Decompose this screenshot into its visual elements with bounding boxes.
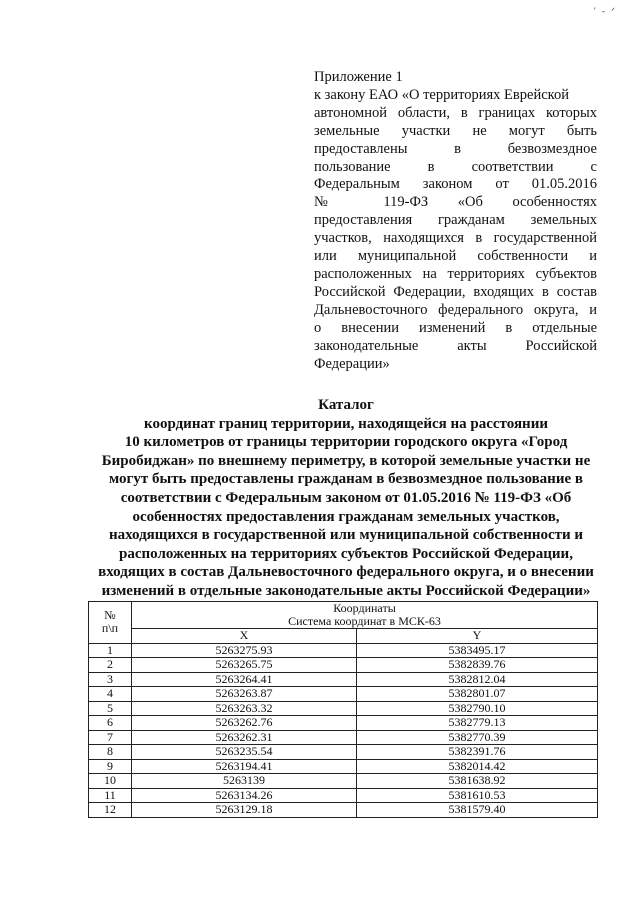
corner-scan-mark: ' ‑ ᐟ [594,6,617,16]
row-number-cell: 3 [89,672,132,687]
y-coordinate-cell: 5382839.76 [357,658,598,673]
x-coordinate-cell: 5263262.76 [132,716,357,731]
coordinates-table-body [89,643,598,817]
table-row [89,687,598,702]
appendix-line: предоставления гражданам земельных [314,212,597,229]
y-coordinate-cell: 5381638.92 [357,774,598,789]
appendix-line: автономной области, в границах которых [314,104,597,121]
catalog-title-line: расположенных на территориях субъектов Российской Федерации, [119,545,573,562]
y-coordinate-cell: 5382014.42 [357,759,598,774]
x-column-header: X [132,629,357,644]
x-coordinate-cell: 5263263.32 [132,701,357,716]
appendix-line: Дальневосточного федерального округа, и [314,301,597,318]
y-column-header: Y [357,629,598,644]
appendix-line: Приложение 1 [314,69,403,85]
appendix-line: предоставлены в безвозмездное [314,140,597,157]
appendix-line: пользование в соответствии с [314,158,597,175]
row-number-cell: 12 [89,803,132,818]
catalog-title-line: могут быть предоставлены гражданам в безвозмездное пользование в [109,471,583,488]
number-sign: № [104,608,116,623]
row-number-cell: 9 [89,759,132,774]
number-column-header [89,602,132,644]
row-number-cell: 11 [89,788,132,803]
appendix-line: расположенных на территориях субъектов [314,265,597,282]
x-coordinate-cell: 5263194.41 [132,759,357,774]
y-coordinate-cell: 5382790.10 [357,701,598,716]
appendix-line: к закону ЕАО «О территориях Еврейской [314,86,569,103]
catalog-title [90,396,602,601]
catalog-title-line: 10 километров от границы территории городского округа «Город [124,434,568,451]
catalog-title-line: Биробиджан» по внешнему периметру, в которой земельные участки не [101,452,591,469]
appendix-line: о внесении изменений в отдельные [314,319,597,336]
appendix-line: Федеральным законом от 01.05.2016 [314,176,597,193]
coordinates-header [132,602,598,629]
y-coordinate-cell: 5382812.04 [357,672,598,687]
catalog-title-line: координат границ территории, находящейся на расстоянии [144,415,548,432]
row-number-cell: 6 [89,716,132,731]
appendix-line: Федерации» [314,355,390,372]
catalog-heading: Каталог [318,397,374,413]
catalog-title-line: соответствии с Федеральным законом от 01.05.2016 № 119-ФЗ «Об [120,489,572,506]
appendix-line: участков, находящихся в государственной [314,230,597,247]
table-row [89,803,598,818]
row-number-cell: 4 [89,687,132,702]
catalog-title-line: входящих в состав Дальневосточного федерального округа, и о внесении [98,564,594,581]
coordinate-system-label: Система координат в МСК-63 [288,614,441,628]
table-row [89,701,598,716]
x-coordinate-cell: 5263129.18 [132,803,357,818]
row-number-cell: 5 [89,701,132,716]
x-coordinate-cell: 5263275.93 [132,643,357,658]
appendix-header [314,69,597,373]
number-abbrev: п\п [101,621,119,636]
y-coordinate-cell: 5382770.39 [357,730,598,745]
table-row [89,643,598,658]
table-row [89,774,598,789]
y-coordinate-cell: 5381579.40 [357,803,598,818]
appendix-line: земельные участки не могут быть [314,122,597,139]
x-coordinate-cell: 5263235.54 [132,745,357,760]
table-row [89,716,598,731]
table-row [89,730,598,745]
x-coordinate-cell: 5263139 [132,774,357,789]
row-number-cell: 1 [89,643,132,658]
appendix-line: законодательные акты Российской [314,337,597,354]
coordinates-label: Координаты [333,601,396,615]
catalog-title-line: особенностях предоставления гражданам земельных участков, [132,508,560,525]
y-coordinate-cell: 5382391.76 [357,745,598,760]
table-row [89,759,598,774]
y-coordinate-cell: 5381610.53 [357,788,598,803]
row-number-cell: 8 [89,745,132,760]
x-coordinate-cell: 5263264.41 [132,672,357,687]
table-row [89,672,598,687]
x-coordinate-cell: 5263262.31 [132,730,357,745]
table-row [89,745,598,760]
y-coordinate-cell: 5382779.13 [357,716,598,731]
row-number-cell: 7 [89,730,132,745]
appendix-line: № 119-ФЗ «Об особенностях [314,194,597,211]
x-coordinate-cell: 5263265.75 [132,658,357,673]
table-row [89,788,598,803]
coordinates-table [88,601,598,818]
y-coordinate-cell: 5383495.17 [357,643,598,658]
appendix-line: или муниципальной собственности и [314,248,597,265]
y-coordinate-cell: 5382801.07 [357,687,598,702]
x-coordinate-cell: 5263263.87 [132,687,357,702]
catalog-title-line: изменений в отдельные законодательные акты Российской Федерации» [101,582,591,599]
table-row [89,658,598,673]
row-number-cell: 10 [89,774,132,789]
row-number-cell: 2 [89,658,132,673]
catalog-title-line: находящихся в государственной или муниципальной собственности и [108,527,584,544]
appendix-line: Российской Федерации, входящих в состав [314,283,597,300]
x-coordinate-cell: 5263134.26 [132,788,357,803]
